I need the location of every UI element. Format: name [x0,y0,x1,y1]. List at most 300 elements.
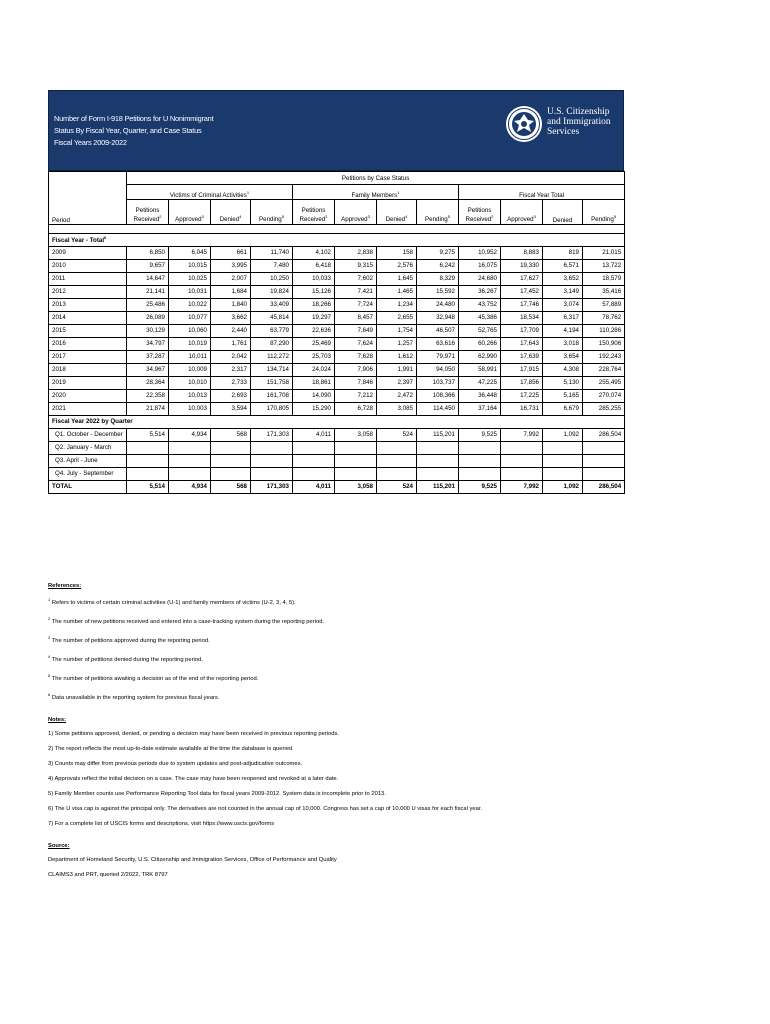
table-cell: 2,733 [211,376,251,389]
table-row [49,376,625,389]
table-cell: 37,287 [127,350,169,363]
table-cell: 568 [211,480,251,493]
row-period: Q4. July - September [49,467,127,480]
table-cell: 17,856 [501,376,543,389]
table-row [49,467,625,480]
table-cell: 45,814 [251,311,293,324]
table-cell: 22,358 [127,389,169,402]
row-period: 2010 [49,259,127,272]
table-cell: 3,058 [335,428,377,441]
table-cell: 3,085 [377,402,417,415]
table-cell: 7,992 [501,428,543,441]
table-cell: 6,679 [543,402,583,415]
table-cell: 1,234 [377,298,417,311]
table-cell [251,467,293,480]
table-cell [127,467,169,480]
row-period: 2013 [49,298,127,311]
table-cell [417,441,459,454]
table-cell: 158 [377,246,417,259]
report-banner [48,90,624,171]
table-cell [417,467,459,480]
table-row [49,389,625,402]
table-cell [501,441,543,454]
row-period: 2020 [49,389,127,402]
table-cell: 1,612 [377,350,417,363]
table-cell: 17,746 [501,298,543,311]
table-cell: 286,504 [583,480,625,493]
report-title: Number of Form I-918 Petitions for U Nonimmigrant Status By Fiscal Year, Quarter, and Case Status Fiscal Years 2009-2022 [54,114,214,147]
table-cell: 2,472 [377,389,417,402]
row-period: TOTAL [49,480,127,493]
table-cell: 4,934 [169,480,211,493]
table-cell: 192,243 [583,350,625,363]
reference-item: $^1$ Refers to victims of certain criminal activities (U-1) and family members of victims (U-2, 3, 4, 5). [48,597,296,606]
note-item: 3) Counts may differ from previous periods due to system updates and post-adjudicative outcomes. [48,760,303,767]
table-cell: 36,448 [459,389,501,402]
table-cell: 7,421 [335,285,377,298]
col-pending: Pending$^5$ [417,200,459,225]
table-cell [335,454,377,467]
table-cell: 36,267 [459,285,501,298]
note-item: 2) The report reflects the most up-to-date estimate available at the time the database is queried. [48,745,294,752]
table-cell: 17,643 [501,337,543,350]
table-cell: 22,636 [293,324,335,337]
quarter-rows [49,428,625,480]
table-cell: 286,504 [583,428,625,441]
table-cell [417,454,459,467]
table-cell: 58,991 [459,363,501,376]
table-cell: 57,889 [583,298,625,311]
table-row [49,350,625,363]
table-cell: 10,031 [169,285,211,298]
row-period: 2015 [49,324,127,337]
col-denied: Denied [543,200,583,225]
table-row [49,337,625,350]
table-cell: 21,015 [583,246,625,259]
table-cell: 161,708 [251,389,293,402]
table-cell: 1,684 [211,285,251,298]
section-fy-total: Fiscal Year - Total$^6$ [49,233,625,246]
table-cell: 15,290 [293,402,335,415]
table-cell [459,467,501,480]
table-cell: 79,971 [417,350,459,363]
table-cell: 3,654 [543,350,583,363]
table-cell: 270,074 [583,389,625,402]
row-period: 2021 [49,402,127,415]
table-cell: 52,765 [459,324,501,337]
table-cell: 108,366 [417,389,459,402]
table-cell: 10,022 [169,298,211,311]
table-cell: 7,624 [335,337,377,350]
table-cell: 94,050 [417,363,459,376]
table-cell: 32,948 [417,311,459,324]
group-total: Fiscal Year Total [459,185,625,200]
table-cell: 9,275 [417,246,459,259]
header-row-top [49,172,625,185]
table-cell: 6,850 [127,246,169,259]
table-cell: 9,315 [335,259,377,272]
table-cell: 661 [211,246,251,259]
table-cell: 171,303 [251,428,293,441]
table-cell [335,467,377,480]
table-cell: 15,126 [293,285,335,298]
table-cell [377,467,417,480]
table-cell: 255,495 [583,376,625,389]
reference-item: $^4$ The number of petitions denied during the reporting period. [48,653,203,663]
table-cell [543,467,583,480]
table-cell [169,441,211,454]
table-cell: 2,440 [211,324,251,337]
col-received: Petitions Received$^2$ [293,200,335,225]
table-cell: 9,525 [459,428,501,441]
table-cell: 5,130 [543,376,583,389]
petitions-table [48,171,625,494]
table-cell: 30,129 [127,324,169,337]
table-cell: 7,628 [335,350,377,363]
table-cell: 7,602 [335,272,377,285]
table-cell: 112,272 [251,350,293,363]
table-cell: 19,297 [293,311,335,324]
table-cell: 1,991 [377,363,417,376]
table-cell [459,454,501,467]
table-cell [169,467,211,480]
note-item: 4) Approvals reflect the initial decision on a case. The case may have been reopened and revoked at a later date. [48,775,339,782]
table-cell: 2,007 [211,272,251,285]
table-cell: 3,995 [211,259,251,272]
table-cell [501,467,543,480]
table-cell: 3,149 [543,285,583,298]
table-cell: 1,761 [211,337,251,350]
table-cell: 1,092 [543,480,583,493]
table-cell: 3,058 [335,480,377,493]
table-cell: 1,645 [377,272,417,285]
table-row [49,246,625,259]
table-cell [583,467,625,480]
section-fy2022: Fiscal Year 2022 by Quarter [49,415,625,428]
table-cell: 170,805 [251,402,293,415]
table-cell: 5,165 [543,389,583,402]
table-cell [211,441,251,454]
table-cell: 18,861 [293,376,335,389]
table-cell: 11,740 [251,246,293,259]
reference-item: $^2$ The number of new petitions received and entered into a case-tracking system during the reporting period. [48,615,325,625]
table-cell: 7,846 [335,376,377,389]
table-cell: 524 [377,480,417,493]
table-row [49,324,625,337]
table-cell: 134,714 [251,363,293,376]
table-cell: 8,329 [417,272,459,285]
table-cell: 18,266 [293,298,335,311]
col-approved: Approved$^3$ [169,200,211,225]
table-cell: 26,089 [127,311,169,324]
table-row [49,298,625,311]
col-period: Period [49,200,127,225]
row-period: 2009 [49,246,127,259]
table-cell: 13,722 [583,259,625,272]
table-cell: 7,906 [335,363,377,376]
table-cell: 1,465 [377,285,417,298]
table-cell: 9,657 [127,259,169,272]
note-item: 6) The U visa cap is against the principal only. The derivatives are not counted in the annual cap of 10,000. Congress has set a cap of 10,000 U visas for each fiscal year. [48,805,483,812]
group-family: Family Members$^1$ [293,185,459,200]
table-cell: 7,480 [251,259,293,272]
col-denied: Denied$^4$ [377,200,417,225]
table-cell: 60,266 [459,337,501,350]
table-row [49,402,625,415]
table-cell: 524 [377,428,417,441]
col-denied: Denied$^4$ [211,200,251,225]
table-cell: 10,013 [169,389,211,402]
table-cell: 10,060 [169,324,211,337]
table-cell: 34,797 [127,337,169,350]
table-cell: 1,257 [377,337,417,350]
row-period: 2012 [49,285,127,298]
table-cell [459,441,501,454]
table-cell: 24,024 [293,363,335,376]
table-cell: 18,534 [501,311,543,324]
fiscal-year-rows [49,246,625,415]
row-period: 2018 [49,363,127,376]
table-cell: 16,075 [459,259,501,272]
table-cell: 43,752 [459,298,501,311]
table-cell: 63,616 [417,337,459,350]
header-top: Petitions by Case Status [127,172,625,185]
table-cell: 21,141 [127,285,169,298]
table-cell: 568 [211,428,251,441]
table-cell [211,467,251,480]
table-cell: 2,576 [377,259,417,272]
agency-name: U.S. Citizenship and Immigration Services [547,107,611,137]
table-cell: 103,737 [417,376,459,389]
table-cell: 4,102 [293,246,335,259]
table-cell: 7,724 [335,298,377,311]
row-period: Q3. April - June [49,454,127,467]
table-cell [293,454,335,467]
table-cell: 4,934 [169,428,211,441]
dhs-seal-icon [505,105,543,143]
table-cell: 819 [543,246,583,259]
col-pending: Pending$^5$ [251,200,293,225]
col-approved: Approved$^3$ [335,200,377,225]
table-cell: 25,469 [293,337,335,350]
table-cell: 10,250 [251,272,293,285]
report-footer [48,582,648,893]
table-cell: 3,074 [543,298,583,311]
note-item: 5) Family Member counts use Performance Reporting Tool data for fiscal years 2009-2012. System data is incomplete prior to 2013. [48,790,386,797]
table-cell: 2,317 [211,363,251,376]
col-received: Petitions Received$^2$ [459,200,501,225]
row-period: 2019 [49,376,127,389]
row-period: 2016 [49,337,127,350]
table-row [49,480,625,493]
table-row [49,285,625,298]
table-cell: 17,709 [501,324,543,337]
table-cell: 19,824 [251,285,293,298]
table-cell: 150,906 [583,337,625,350]
table-cell [543,454,583,467]
table-cell: 28,364 [127,376,169,389]
table-cell: 35,416 [583,285,625,298]
note-item: 1) Some petitions approved, denied, or pending a decision may have been received in previous reporting periods. [48,730,339,737]
table-cell: 5,514 [127,480,169,493]
table-row [49,428,625,441]
table-cell: 3,018 [543,337,583,350]
table-row [49,441,625,454]
table-cell: 17,225 [501,389,543,402]
header-row-groups [49,185,625,200]
table-row [49,363,625,376]
row-period: 2017 [49,350,127,363]
source-section: Source: Department of Homeland Security, U.S. Citizenship and Immigration Services, Office of Performance and Quality CLAIMS3 and PRT, queried 2/2022, TRK 8797 [48,842,337,878]
table-cell: 25,486 [127,298,169,311]
table-cell: 1,840 [211,298,251,311]
table-cell: 5,514 [127,428,169,441]
table-cell [127,454,169,467]
table-cell: 10,025 [169,272,211,285]
table-cell: 8,457 [335,311,377,324]
table-cell: 10,011 [169,350,211,363]
table-cell: 25,703 [293,350,335,363]
table-cell: 2,838 [335,246,377,259]
table-cell: 10,033 [293,272,335,285]
table-cell: 3,594 [211,402,251,415]
table-cell [169,454,211,467]
total-row [49,480,625,493]
row-period: 2014 [49,311,127,324]
table-cell: 33,409 [251,298,293,311]
table-cell: 1,092 [543,428,583,441]
table-cell: 114,450 [417,402,459,415]
references-section: References: $^1$ Refers to victims of certain criminal activities (U-1) and family members of victims (U-2, 3, 4, 5). $^2$ The number of new petitions received and entered into a case-tracking system during the reporting period. $^3$ The number of petitions approved during the reporting period. $^4$ The number of petitions denied during the reporting period. $^5$ The number of petitions awaiting a decision as of the end of the reporting period. $^6$ Data unavailable in the reporting system for previous fiscal years. [48,582,648,702]
table-cell [583,441,625,454]
table-cell: 34,967 [127,363,169,376]
table-cell: 45,386 [459,311,501,324]
table-cell [211,454,251,467]
table-cell: 10,019 [169,337,211,350]
reference-item: $^5$ The number of petitions awaiting a decision as of the end of the reporting period. [48,672,259,682]
table-cell: 1,754 [377,324,417,337]
table-cell: 24,480 [417,298,459,311]
table-cell: 17,627 [501,272,543,285]
table-row [49,259,625,272]
table-cell: 171,303 [251,480,293,493]
table-cell: 2,655 [377,311,417,324]
table-cell [335,441,377,454]
notes-section: Notes: 1) Some petitions approved, denied, or pending a decision may have been received in previous reporting periods. 2) The report reflects the most up-to-date estimate available at the time the database is queried. 3) Counts may differ from previous periods due to system updates and post-adjudicative outcomes. 4) Approvals reflect the initial decision on a case. The case may have been reopened and revoked at a later date. 5) Family Member counts use Performance Reporting Tool data for fiscal years 2009-2012. System data is incomplete prior to 2013. 6) The U visa cap is against the principal only. The derivatives are not counted in the annual cap of 10,000. Congress has set a cap of 10,000 U visas for each fiscal year. 7) For a complete list of USCIS forms and descriptions, visit https://www.uscis.gov/forms [48,716,648,828]
reference-item: $^3$ The number of petitions approved during the reporting period. [48,634,210,644]
table-cell: 6,317 [543,311,583,324]
table-cell: 14,647 [127,272,169,285]
uscis-logo [505,105,613,149]
table-cell: 17,915 [501,363,543,376]
table-cell: 110,286 [583,324,625,337]
table-cell: 15,592 [417,285,459,298]
table-cell: 78,762 [583,311,625,324]
table-cell [293,441,335,454]
table-cell: 6,728 [335,402,377,415]
table-cell: 7,649 [335,324,377,337]
table-cell [251,454,293,467]
table-cell [293,467,335,480]
table-cell: 2,042 [211,350,251,363]
header-row-columns [49,200,625,225]
table-cell: 10,952 [459,246,501,259]
table-cell: 9,525 [459,480,501,493]
table-cell: 10,009 [169,363,211,376]
table-cell [251,441,293,454]
table-cell: 47,225 [459,376,501,389]
table-cell [127,441,169,454]
group-victims: Victims of Criminal Activities$^1$ [127,185,293,200]
table-cell: 4,011 [293,480,335,493]
col-received: Petitions Received$^2$ [127,200,169,225]
table-cell: 87,290 [251,337,293,350]
table-cell: 8,883 [501,246,543,259]
table-cell: 2,693 [211,389,251,402]
table-cell: 46,507 [417,324,459,337]
table-row [49,272,625,285]
table-cell: 3,652 [543,272,583,285]
table-cell: 10,077 [169,311,211,324]
table-cell: 115,201 [417,428,459,441]
col-pending: Pending$^5$ [583,200,625,225]
table-cell: 17,639 [501,350,543,363]
table-cell: 285,255 [583,402,625,415]
table-cell: 17,452 [501,285,543,298]
note-item: 7) For a complete list of USCIS forms and descriptions, visit https://www.uscis.gov/forms [48,820,275,827]
row-period: Q1. October - December [49,428,127,441]
table-cell: 7,212 [335,389,377,402]
table-cell: 62,990 [459,350,501,363]
table-cell: 6,571 [543,259,583,272]
table-cell: 3,662 [211,311,251,324]
table-cell: 16,731 [501,402,543,415]
table-cell [543,441,583,454]
row-period: 2011 [49,272,127,285]
table-cell: 2,397 [377,376,417,389]
table-cell: 63,779 [251,324,293,337]
table-cell: 151,758 [251,376,293,389]
table-cell: 6,045 [169,246,211,259]
row-period: Q2. January - March [49,441,127,454]
table-cell: 21,874 [127,402,169,415]
table-cell: 4,011 [293,428,335,441]
table-row [49,311,625,324]
table-cell: 10,010 [169,376,211,389]
table-cell: 24,680 [459,272,501,285]
table-cell: 10,015 [169,259,211,272]
table-cell [501,454,543,467]
table-cell: 4,308 [543,363,583,376]
table-cell: 37,164 [459,402,501,415]
table-cell: 7,992 [501,480,543,493]
table-cell: 6,418 [293,259,335,272]
report-sheet [48,90,624,494]
table-cell: 228,764 [583,363,625,376]
table-cell: 115,201 [417,480,459,493]
table-cell: 4,194 [543,324,583,337]
table-cell [377,454,417,467]
col-approved: Approved$^3$ [501,200,543,225]
table-cell: 6,242 [417,259,459,272]
table-cell: 19,330 [501,259,543,272]
table-cell [583,454,625,467]
table-cell [377,441,417,454]
table-row [49,454,625,467]
table-cell: 14,090 [293,389,335,402]
table-cell: 10,003 [169,402,211,415]
reference-item: $^6$ Data unavailable in the reporting system for previous fiscal years. [48,691,220,701]
